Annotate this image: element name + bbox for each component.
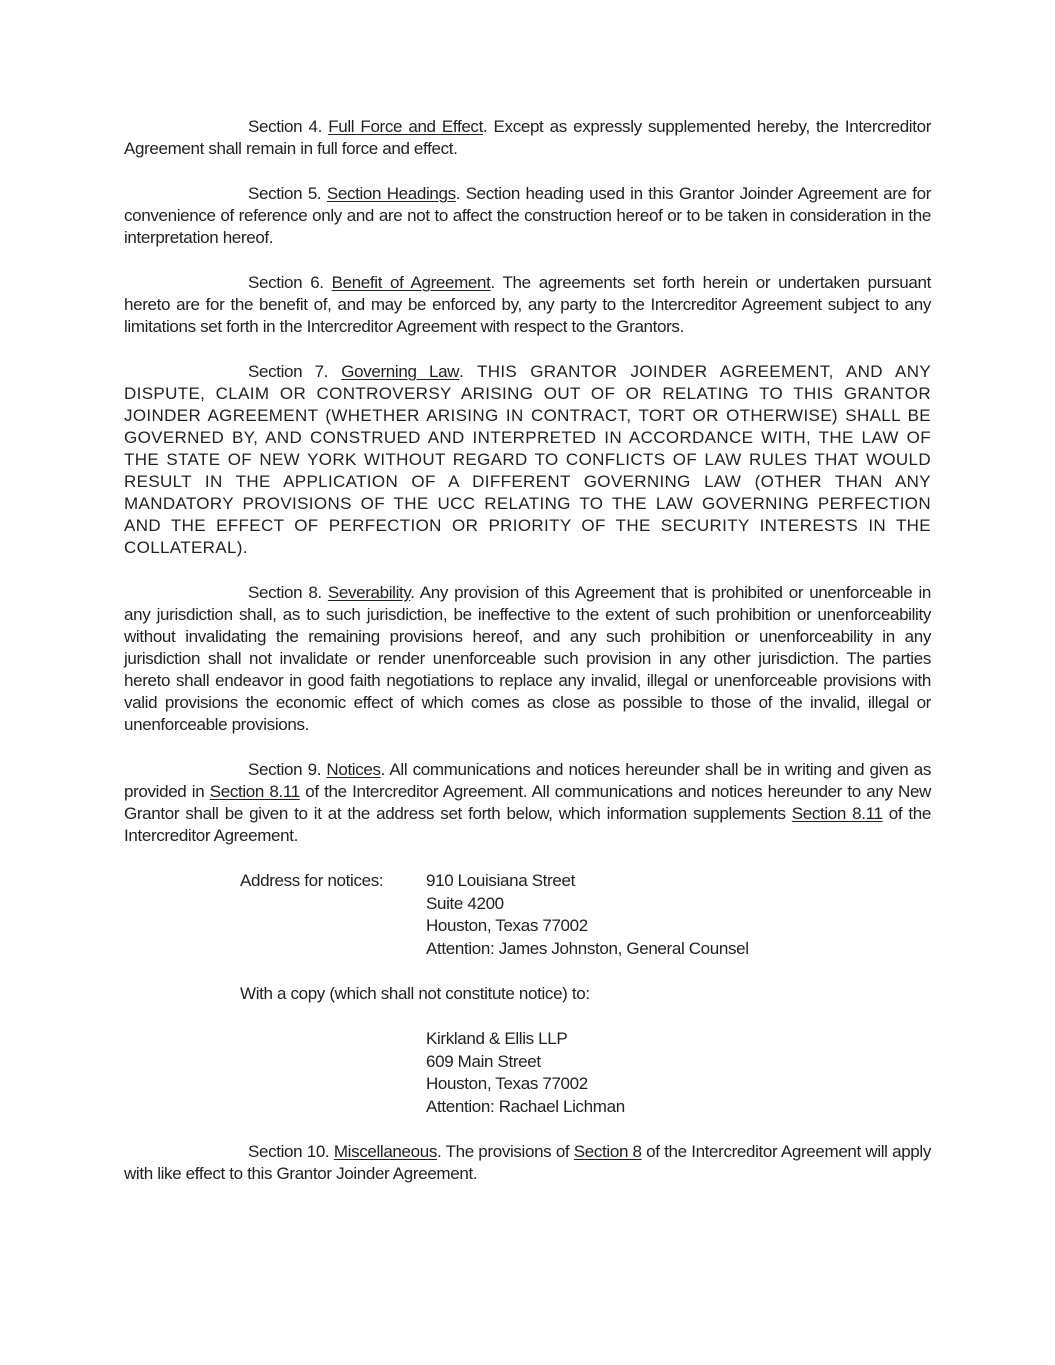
section-heading: Severability: [327, 583, 411, 602]
notice-address-block: [124, 870, 931, 960]
section-heading: Benefit of Agreement: [331, 273, 491, 292]
section-heading: Full Force and Effect: [328, 117, 483, 136]
notice-address-label: Address for notices:: [240, 871, 384, 890]
section-body: . Except as expressly supplemented hereby, the Intercreditor Agreement shall remain in full force and effect.: [124, 117, 932, 158]
section-number: Section 4.: [248, 117, 322, 136]
section-7: [124, 361, 931, 559]
section-body: of the Intercreditor Agreement will apply with like effect to this Grantor Joinder Agreement.: [124, 1142, 931, 1183]
section-body: . The agreements set forth herein or undertaken pursuant hereto are for the benefit of, and may be enforced by, any party to the Intercreditor Agreement subject to any limitations set forth in the Intercreditor Agreement with respect to the Grantors.: [124, 273, 931, 336]
section-heading: Notices: [326, 760, 381, 779]
section-body: . THIS GRANTOR JOINDER AGREEMENT, AND ANY DISPUTE, CLAIM OR CONTROVERSY ARISING OUT OF OR RELATING TO THIS GRANTOR JOINDER AGREEMENT (WHETHER ARISING IN CONTRACT, TORT OR OTHERWISE) SHALL BE GOVERNED BY, AND CONSTRUED AND INTERPRETED IN ACCORDANCE WITH, THE LAW OF THE STATE OF NEW YORK WITHOUT REGARD TO CONFLICTS OF LAW RULES THAT WOULD RESULT IN THE APPLICATION OF A DIFFERENT GOVERNING LAW (OTHER THAN ANY MANDATORY PROVISIONS OF THE UCC RELATING TO THE LAW GOVERNING PERFECTION AND THE EFFECT OF PERFECTION OR PRIORITY OF THE SECURITY INTERESTS IN THE COLLATERAL).: [124, 362, 932, 557]
section-number: Section 6.: [248, 273, 324, 292]
section-body: . Any provision of this Agreement that is prohibited or unenforceable in any jurisdiction shall, as to such jurisdiction, be ineffective to the extent of such prohibition or unenforceability without invalidating the remaining provisions hereof, and any such prohibition or unenforceability in any jurisdiction shall not invalidate or render unenforceable such provision in any other jurisdiction. The parties hereto shall endeavor in good faith negotiations to replace any invalid, illegal or unenforceable provisions with valid provisions the economic effect of which comes as close as possible to those of the invalid, illegal or unenforceable provisions.: [124, 583, 932, 734]
address-line: 609 Main Street: [426, 1051, 541, 1071]
section-number: Section 9.: [248, 760, 322, 779]
section-heading: Governing Law: [341, 362, 460, 381]
section-6: [124, 272, 931, 338]
address-line: Attention: James Johnston, General Counsel: [426, 938, 749, 958]
address-line: 910 Louisiana Street: [426, 871, 575, 890]
address-line: Houston, Texas 77002: [426, 916, 588, 935]
section-body: . Section heading used in this Grantor Joinder Agreement are for convenience of reference only and are not to affect the construction hereof or to be taken in consideration in the interpretation hereof.: [124, 184, 932, 247]
address-line: Suite 4200: [426, 893, 504, 913]
copy-to-label: With a copy (which shall not constitute notice) to:: [240, 984, 590, 1003]
section-body: of the Intercreditor Agreement.: [124, 804, 931, 845]
address-line: Attention: Rachael Lichman: [426, 1096, 625, 1116]
section-5: [124, 183, 931, 249]
copy-address-lines: [426, 1028, 931, 1118]
section-reference: Section 8: [573, 1142, 642, 1161]
section-body: . All communications and notices hereunder shall be in writing and given as provided in: [124, 760, 931, 801]
section-body: . The provisions of: [437, 1142, 574, 1161]
section-number: Section 10.: [248, 1142, 330, 1161]
address-line: Houston, Texas 77002: [426, 1074, 588, 1093]
section-body: of the Intercreditor Agreement. All communications and notices hereunder to any New Grantor shall be given to it at the address set forth below, which information supplements: [124, 782, 931, 823]
section-number: Section 7.: [248, 362, 329, 381]
section-10: [124, 1141, 931, 1185]
notice-address-lines: [426, 870, 749, 960]
section-heading: Section Headings: [326, 184, 456, 203]
section-8: [124, 582, 931, 736]
section-9: [124, 759, 931, 847]
section-reference: Section 8.11: [791, 804, 883, 823]
section-number: Section 8.: [248, 583, 322, 602]
document-page: [124, 116, 931, 1208]
section-reference: Section 8.11: [209, 782, 300, 801]
section-4: [124, 116, 931, 160]
section-number: Section 5.: [248, 184, 322, 203]
section-heading: Miscellaneous: [333, 1142, 437, 1161]
address-line: Kirkland & Ellis LLP: [426, 1029, 568, 1048]
